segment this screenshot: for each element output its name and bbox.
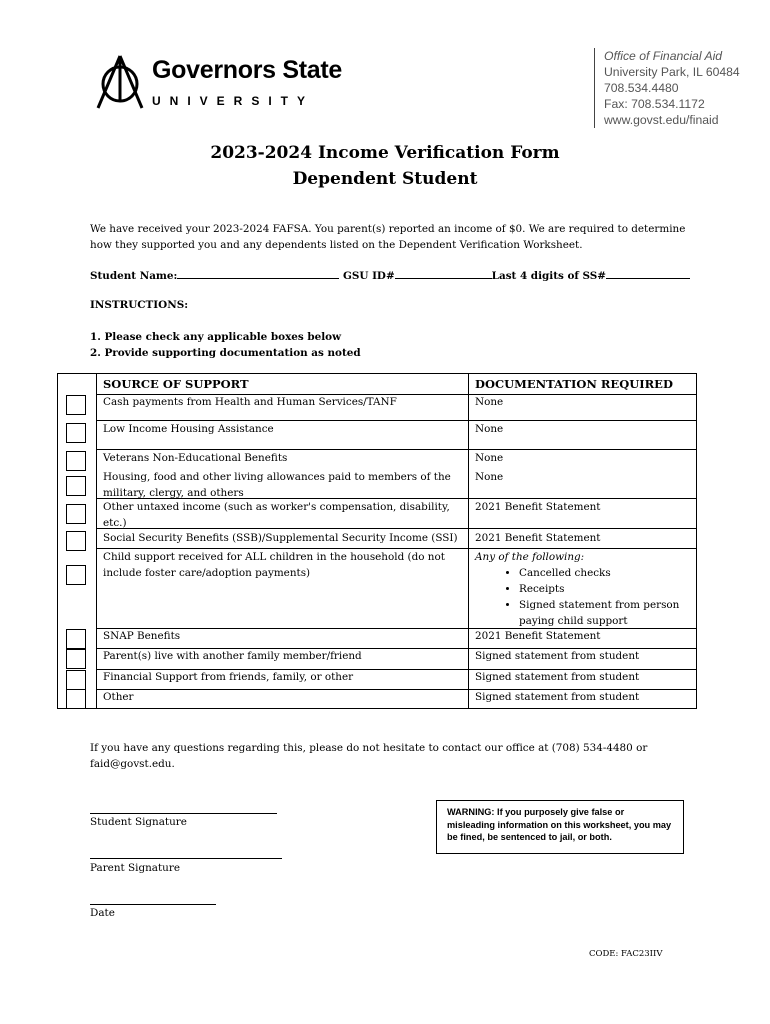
doc-list	[475, 565, 695, 629]
row-source: Child support received for ALL children in the household (do not include foster care/adoption payments)	[103, 551, 445, 579]
date-line[interactable]	[90, 904, 216, 905]
checkbox-other[interactable]	[66, 689, 86, 709]
parent-signature-line[interactable]	[90, 858, 282, 859]
questions-paragraph: If you have any questions regarding this, please do not hesitate to contact our office at (708) 534-4480 or faid@govst.edu.	[90, 742, 648, 770]
row-source: SNAP Benefits	[103, 630, 181, 642]
office-address: University Park, IL 60484	[604, 65, 740, 79]
doc-list-item: • Signed statement from person paying child support	[519, 597, 695, 629]
row-source: Other untaxed income (such as worker's compensation, disability, etc.)	[103, 501, 450, 529]
checkbox-live-with-family[interactable]	[66, 649, 86, 669]
student-info-line	[90, 268, 690, 282]
row-source: Low Income Housing Assistance	[103, 423, 274, 435]
intro-paragraph: We have received your 2023-2024 FAFSA. You parent(s) reported an income of $0. We are required to determine how they supported you and any dependents listed on the Dependent Verification Worksheet.	[90, 223, 686, 251]
instructions-steps	[90, 329, 361, 361]
row-documentation	[475, 549, 695, 629]
ss-field[interactable]	[606, 268, 690, 279]
row-source: Parent(s) live with another family member/friend	[103, 650, 362, 662]
row-documentation: 2021 Benefit Statement	[475, 501, 601, 513]
warning-box: WARNING: If you purposely give false or misleading information on this worksheet, you may be fined, be sentenced to jail, or both.	[436, 800, 684, 854]
university-logo	[92, 52, 352, 112]
checkbox-housing-assistance[interactable]	[66, 423, 86, 443]
student-name-label: Student Name:	[90, 270, 178, 282]
date-label: Date	[90, 907, 115, 919]
instruction-step-1: 1. Please check any applicable boxes below	[90, 331, 342, 343]
student-name-field[interactable]	[177, 268, 339, 279]
parent-signature-label: Parent Signature	[90, 862, 180, 874]
row-documentation: None	[475, 396, 504, 408]
logo-university: UNIVERSITY	[152, 94, 315, 108]
support-table	[57, 373, 697, 709]
student-signature-label: Student Signature	[90, 816, 187, 828]
instruction-step-2: 2. Provide supporting documentation as noted	[90, 347, 361, 359]
row-source: Other	[103, 691, 134, 703]
checkbox-living-allowances[interactable]	[66, 476, 86, 496]
row-documentation: None	[475, 452, 504, 464]
checkbox-snap[interactable]	[66, 629, 86, 649]
office-web: www.govst.edu/finaid	[604, 113, 719, 127]
checkbox-ssb-ssi[interactable]	[66, 531, 86, 551]
doc-list-item: • Cancelled checks	[519, 565, 695, 581]
checkbox-veterans[interactable]	[66, 451, 86, 471]
form-title-line1: 2023-2024 Income Verification Form	[210, 143, 560, 163]
checkbox-financial-support[interactable]	[66, 670, 86, 690]
row-source: Housing, food and other living allowances paid to members of the military, clergy, and others	[103, 471, 451, 499]
office-contact-block	[594, 48, 740, 128]
student-signature-line[interactable]	[90, 813, 277, 814]
office-fax: Fax: 708.534.1172	[604, 97, 705, 111]
instructions-heading: INSTRUCTIONS:	[90, 299, 189, 311]
table-header-source: SOURCE OF SUPPORT	[103, 377, 249, 391]
gsu-id-field[interactable]	[395, 268, 492, 279]
checkbox-untaxed-income[interactable]	[66, 504, 86, 524]
row-documentation: Signed statement from student	[475, 691, 640, 703]
row-source: Financial Support from friends, family, or other	[103, 671, 354, 683]
form-code: CODE: FAC23IIV	[589, 949, 663, 959]
form-title-line2: Dependent Student	[292, 169, 478, 189]
row-source: Veterans Non-Educational Benefits	[103, 452, 288, 464]
office-phone: 708.534.4480	[604, 81, 679, 95]
doc-list-item: • Receipts	[519, 581, 695, 597]
checkbox-tanf[interactable]	[66, 395, 86, 415]
row-documentation: 2021 Benefit Statement	[475, 630, 601, 642]
row-documentation: None	[475, 423, 504, 435]
row-documentation: Signed statement from student	[475, 671, 640, 683]
row-documentation: Signed statement from student	[475, 650, 640, 662]
checkbox-child-support[interactable]	[66, 565, 86, 585]
doc-intro: Any of the following:	[475, 551, 585, 563]
ss-label: Last 4 digits of SS#	[491, 270, 607, 282]
office-name: Office of Financial Aid	[604, 49, 723, 63]
row-source: Social Security Benefits (SSB)/Supplemental Security Income (SSI)	[103, 532, 458, 544]
table-header-documentation: DOCUMENTATION REQUIRED	[475, 377, 673, 391]
form-title	[0, 140, 770, 192]
logo-name: Governors State	[152, 56, 343, 84]
logo-emblem-icon	[92, 52, 150, 110]
row-source: Cash payments from Health and Human Services/TANF	[103, 396, 397, 408]
row-documentation: None	[475, 471, 504, 483]
row-documentation: 2021 Benefit Statement	[475, 532, 601, 544]
gsu-id-label: GSU ID#	[343, 270, 395, 282]
